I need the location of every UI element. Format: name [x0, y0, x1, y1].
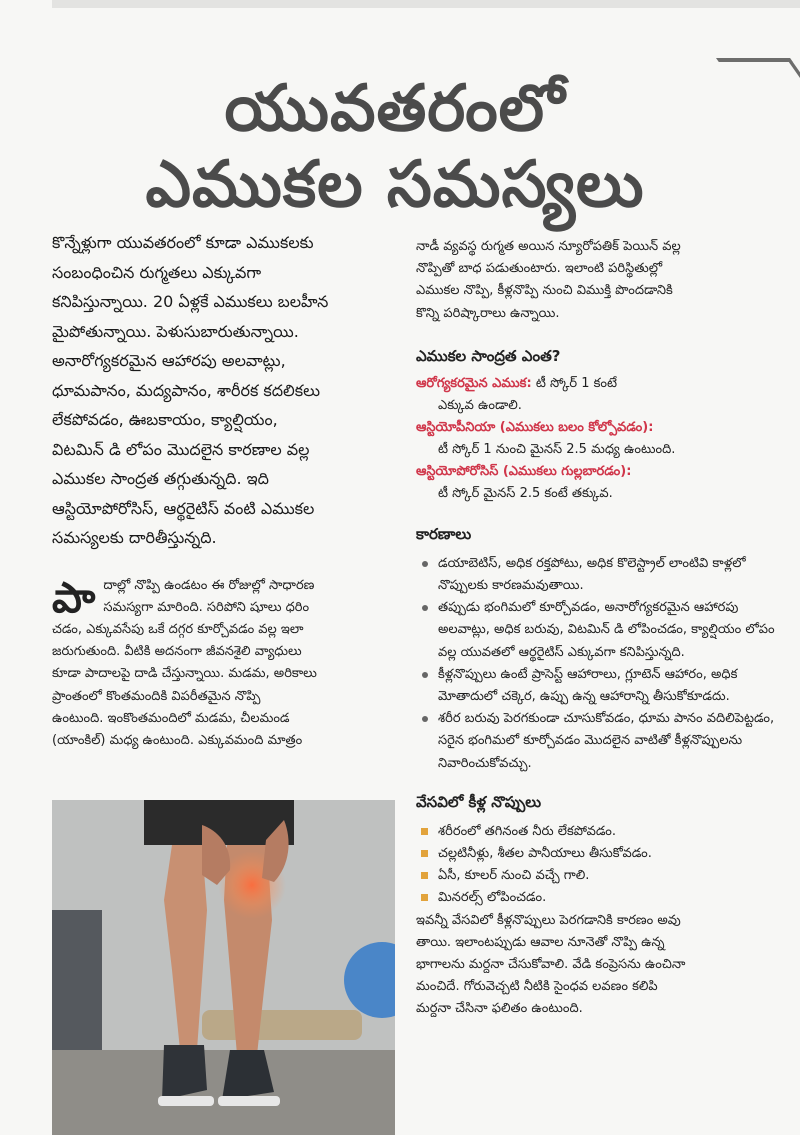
- body-line: (యాంకిల్) మధ్య ఉంటుంది. ఎక్కువమంది మాత్రం: [52, 732, 303, 748]
- bullet-dot-icon: [422, 605, 428, 611]
- lead-line: సమస్యలకు దారితీస్తున్నది.: [52, 528, 217, 547]
- lead-line: ధూమపానం, మద్యపానం, శారీరక కదలికలు: [52, 380, 321, 400]
- body-line: తాయి. ఇలాంటప్పుడు ఆవాల నూనెతో నొప్పి ఉన్న: [416, 934, 665, 950]
- lead-line: ఎముకల సాంద్రత తగ్గుతున్నది. ఇది: [52, 469, 269, 488]
- list-item: [416, 887, 788, 909]
- lead-line: విటమిన్ డి లోపం మొదలైన కారణాల వల్ల: [52, 439, 310, 459]
- list-item-text: ఏసీ, కూలర్ నుంచి వచ్చే గాలి.: [438, 868, 590, 884]
- list-item-text: డయాబెటిస్, అధిక రక్తపోటు, అధిక కొలెస్ట్రాల్ లాంటివి కాళ్లలో నొప్పులకు కారణమవుతాయి.: [438, 555, 746, 594]
- causes-section: [416, 525, 788, 775]
- bone-density-section: [416, 347, 788, 505]
- square-bullet-icon: [421, 828, 428, 835]
- lead-line: లేకపోవడం, ఊబకాయం, క్యాల్షియం,: [52, 410, 278, 429]
- osteopenia-text: టీ స్కోర్ 1 నుంచి మైనస్ 2.5 మధ్య ఉంటుంది.: [438, 441, 676, 457]
- lead-line: కొన్నేళ్లుగా యువతరంలో కూడా ఎముకలకు: [52, 233, 314, 252]
- top-strip: [52, 0, 800, 8]
- body-line: మర్దనా చేసినా ఫలితం ఉంటుంది.: [416, 1001, 583, 1017]
- osteopenia-label: ఆస్టియోపీనియా (ఎముకలు బలం కోల్పోవడం):: [416, 419, 654, 435]
- page-title: [60, 71, 730, 223]
- closing-paragraph: [416, 910, 788, 1021]
- summer-joint-pain-section: [416, 793, 788, 1021]
- body-line: నొప్పితో బాధ పడుతుంటారు. ఇలాంటి పరిస్థితుల్లో: [416, 261, 663, 277]
- list-item: [416, 821, 788, 843]
- list-item: [416, 597, 788, 664]
- list-item: [416, 708, 788, 775]
- list-item-text: కీళ్లనొప్పులు ఉంటే ప్రాసెస్ట్ ఆహారాలు, గ్లూటెన్ ఆహారం, అధిక మోతాదులో చక్కెర, ఉప్పు ఉన్న ఆహారాన్ని తీసుకోకూడదు.: [438, 666, 738, 705]
- body-line: దాల్లో నొప్పి ఉండటం ఈ రోజుల్లో సాధారణ: [103, 577, 315, 593]
- lead-line: సంబంధించిన రుగ్మతలు ఎక్కువగా: [52, 262, 262, 282]
- bullet-dot-icon: [422, 716, 428, 722]
- list-item: [416, 664, 788, 708]
- right-column: [416, 236, 788, 1021]
- title-line-2: ఎముకల సమస్యలు: [145, 148, 645, 223]
- knee-illustration: [52, 800, 395, 1135]
- section-heading: కారణాలు: [416, 524, 472, 543]
- section-heading: వేసవిలో కీళ్ల నొప్పులు: [416, 792, 542, 811]
- body-line: ప్రాంతంలో కొంతమందికి విపరీతమైన నొప్పి: [52, 688, 261, 704]
- healthy-bone-text: టీ స్కోర్ 1 కంటే: [535, 375, 618, 391]
- healthy-bone-label: ఆరోగ్యకరమైన ఎముక:: [416, 375, 532, 391]
- list-item-text: శరీర బరువు పెరగకుండా చూసుకోవడం, ధూమ పానం వదిలిపెట్టడం, సరైన భంగిమలో కూర్చోవడం మొదలైన వాటితో కీళ్లనొప్పులను నివారించుకోవచ్చు.: [438, 711, 775, 771]
- body-line: కూడా పాదాలపై దాడి చేస్తున్నాయి. మడమ, అరికాలు: [52, 666, 317, 682]
- osteoporosis-text: టీ స్కోర్ మైనస్ 2.5 కంటే తక్కువ.: [438, 485, 613, 501]
- square-bullet-icon: [421, 894, 428, 901]
- list-item-text: చల్లటినీళ్లు, శీతల పానీయాలు తీసుకోవడం.: [438, 846, 652, 862]
- list-item: [416, 865, 788, 887]
- lead-line: మైపోతున్నాయి. పెళుసుబారుతున్నాయి.: [52, 321, 299, 341]
- lead-line: ఆస్టియోపోరోసిస్, ఆర్థరైటిస్ వంటి ఎముకల: [52, 498, 315, 518]
- list-item-text: తప్పుడు భంగిమలో కూర్చోవడం, అనారోగ్యకరమైన ఆహారపు అలవాట్లు, అధిక బరువు, విటమిన్ డి లోపించడం, క్యాల్షియం లోపం వల్ల యువతలో ఆర్థరైటిస్ ఎక్కువగా కనిపిస్తున్నది.: [438, 600, 775, 660]
- list-item-text: శరీరంలో తగినంత నీరు లేకపోవడం.: [438, 823, 617, 839]
- list-item: [416, 553, 788, 597]
- osteoporosis-label: ఆస్టియోపోరోసిస్ (ఎముకలు గుల్లబారడం):: [416, 463, 632, 479]
- list-item: [416, 843, 788, 865]
- list-item-text: మినరల్స్ లోపించడం.: [438, 890, 547, 906]
- body-line: సమస్యగా మారింది. సరిపోని షూలు ధరిం: [103, 599, 310, 615]
- title-line-1: యువతరంలో: [224, 72, 566, 147]
- causes-list: [416, 553, 788, 775]
- healthy-bone-text-2: ఎక్కువ ఉండాలి.: [438, 397, 522, 413]
- square-bullet-icon: [421, 872, 428, 879]
- lead-line: అనారోగ్యకరమైన ఆహారపు అలవాట్లు,: [52, 351, 286, 370]
- intro-paragraph: [416, 236, 788, 325]
- summer-list: [416, 821, 788, 910]
- knee-pain-photo: [52, 800, 395, 1135]
- body-line: ఉంటుంది. ఇంకొంతమందిలో మడమ, చీలమండ: [52, 710, 290, 726]
- healthy-bone-row: [416, 373, 788, 395]
- foot-pain-paragraph: [52, 572, 404, 753]
- body-line: ఇవన్నీ వేసవిలో కీళ్లనొప్పులు పెరగడానికి కారణం అవు: [416, 912, 681, 928]
- square-bullet-icon: [421, 850, 428, 857]
- body-line: ఎముకల నొప్పి, కీళ్లనొప్పి నుంచి విముక్తి పొందడానికి: [416, 283, 673, 299]
- section-heading: ఎముకల సాంద్రత ఎంత?: [416, 346, 561, 365]
- bullet-dot-icon: [422, 561, 428, 567]
- left-column: [52, 228, 404, 752]
- drop-cap: పా: [52, 572, 96, 622]
- body-line: జరుగుతుంది. వీటికి అదనంగా జీవనశైలి వ్యాధులు: [52, 644, 302, 660]
- body-line: భాగాలను మర్దనా చేసుకోవాలి. వేడి కంప్రెసను ఉంచినా: [416, 957, 686, 973]
- body-line: మంచిదే. గోరువెచ్చటి నీటికి సైంధవ లవణం కలిపి: [416, 979, 658, 995]
- body-line: నాడీ వ్యవస్థ రుగ్మత అయిన న్యూరోపతిక్ పెయిన్ వల్ల: [416, 239, 681, 254]
- bullet-dot-icon: [422, 672, 428, 678]
- lead-paragraph: [52, 228, 404, 553]
- body-line: కొన్ని పరిష్కారాలు ఉన్నాయి.: [416, 305, 560, 321]
- lead-line: కనిపిస్తున్నాయి. 20 ఏళ్లకే ఎముకలు బలహీన: [52, 292, 329, 311]
- body-line: చడం, ఎక్కువసేపు ఒకే దగ్గర కూర్చోవడం వల్ల ఇలా: [52, 621, 304, 637]
